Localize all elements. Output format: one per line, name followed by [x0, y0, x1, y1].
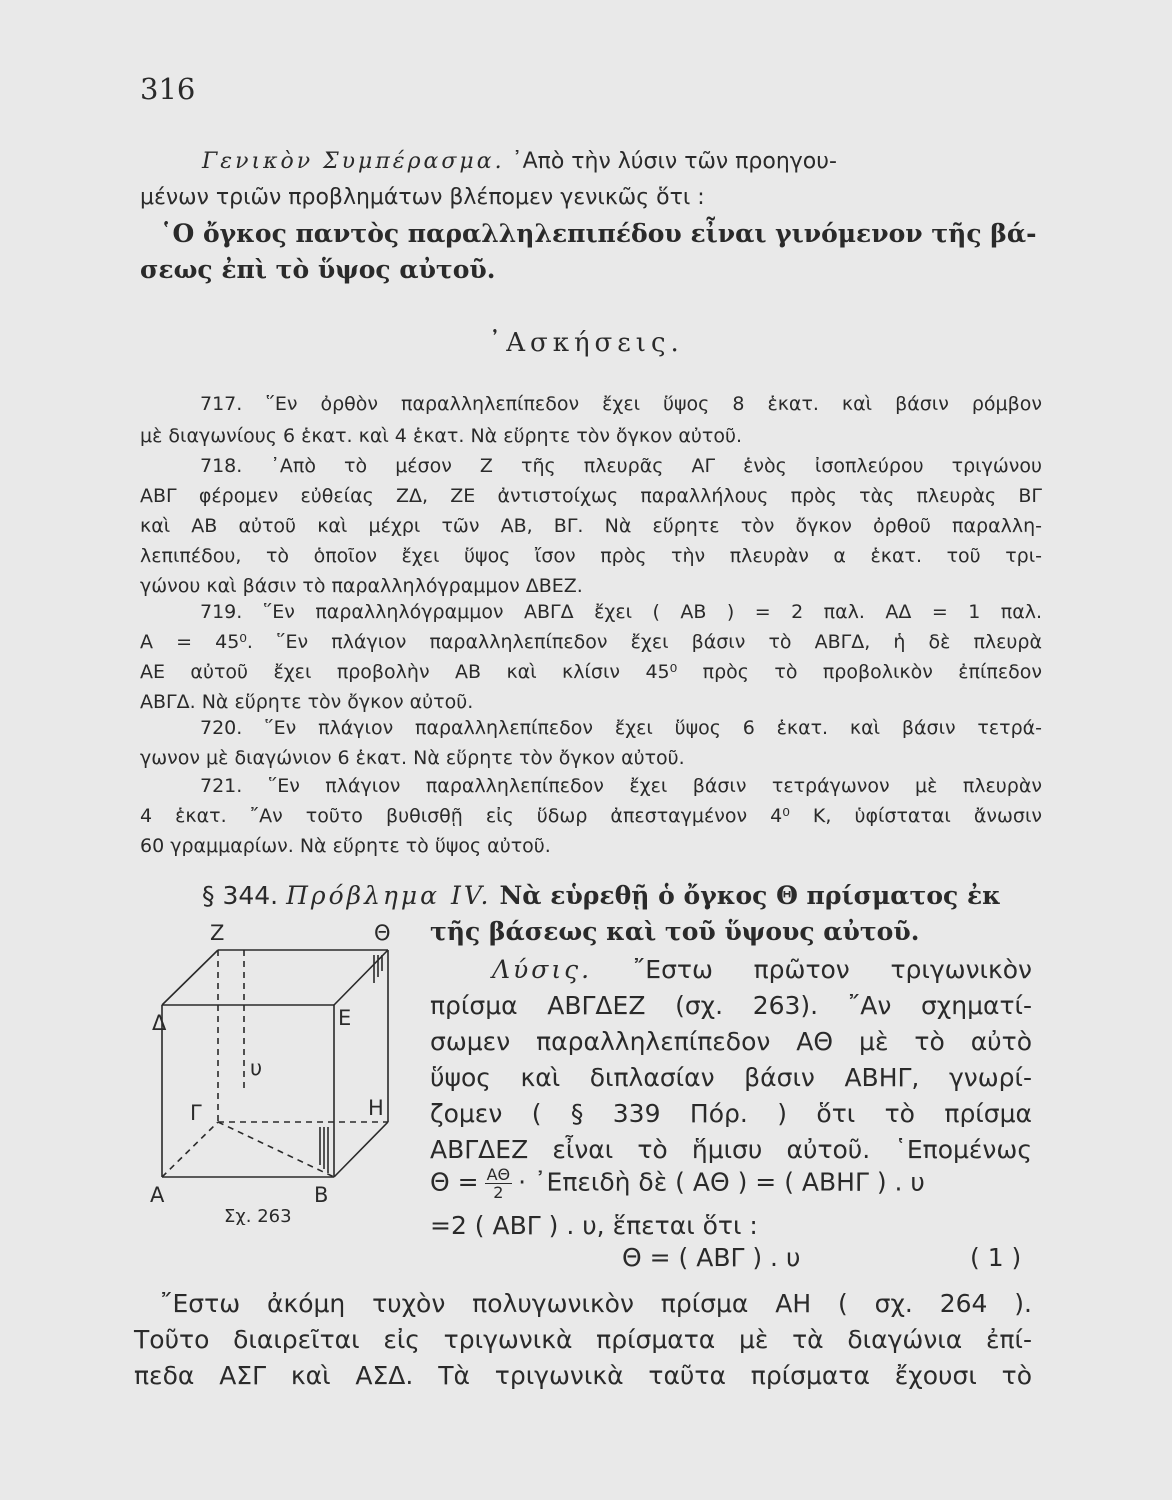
edge-delta-z [162, 950, 218, 1005]
figure-caption: Σχ. 263 [224, 1206, 292, 1225]
solution-line-2: πρίσμα ΑΒΓΔΕΖ (σχ. 263). ῎Αν σχηματί- [430, 991, 1032, 1020]
formula-lhs: Θ = [430, 1167, 479, 1197]
formula-line-2: =2 ( ΑΒΓ ) . υ, ἕπεται ὅτι : [430, 1211, 758, 1240]
fraction-numerator: ΑΘ [486, 1165, 511, 1184]
label-a: A [150, 1183, 165, 1207]
exercise-text: ᾿Απὸ τὸ μέσον Ζ τῆς πλευρᾶς ΑΓ ἑνὸς ἰσοπλεύρου τριγώνου [270, 455, 1043, 477]
solution-line-5: ζομεν ( § 339 Πόρ. ) ὅτι τὸ πρίσμα [430, 1099, 1032, 1128]
theorem-line-1: ῾Ο ὄγκος παντὸς παραλληλεπιπέδου εἶναι γινόμενον τῆς βά- [160, 219, 1037, 248]
problem-heading [202, 882, 1001, 910]
exercise-text: ῞Εν παραλληλόγραμμον ΑΒΓΔ ἔχει ( ΑΒ ) = 2 παλ. ΑΔ = 1 παλ. [262, 601, 1042, 623]
problem-statement-1: Νὰ εὑρεθῇ ὁ ὄγκος Θ πρίσματος ἐκ [499, 881, 1001, 910]
label-b: B [314, 1183, 329, 1207]
conclusion-heading: Γενικὸν Συμπέρασμα. [202, 149, 505, 174]
final-line-3: πεδα ΑΣΓ καὶ ΑΣΔ. Τὰ τριγωνικὰ ταῦτα πρίσματα ἔχουσι τὸ [134, 1361, 1032, 1390]
exercise-719-line-1 [140, 600, 1042, 624]
page-number: 316 [140, 72, 196, 106]
conclusion-line-2: μένων τριῶν προβλημάτων βλέπομεν γενικῶς ὅτι : [140, 185, 705, 210]
exercise-721-line-3: 60 γραμμαρίων. Νὰ εὕρητε τὸ ὕψος αὐτοῦ. [140, 835, 551, 857]
solution-line-6: ΑΒΓΔΕΖ εἶναι τὸ ἥμισυ αὐτοῦ. ῾Επομένως [430, 1135, 1032, 1164]
formula-line [430, 1166, 925, 1201]
solution-text: ῎Εστω πρῶτον τριγωνικὸν [632, 955, 1032, 984]
exercise-number: 720. [200, 717, 243, 739]
conclusion-line1-rest: ᾿Απὸ τὴν λύσιν τῶν προηγου- [511, 149, 837, 174]
solution-line-4: ὕψος καὶ διπλασίαν βάσιν ΑΒΗΓ, γνωρί- [430, 1063, 1032, 1092]
exercise-718-line-3: καὶ ΑΒ αὐτοῦ καὶ μέχρι τῶν ΑΒ, ΒΓ. Νὰ εὕρητε τὸν ὄγκον ὀρθοῦ παραλλη- [140, 515, 1042, 537]
exercise-721-line-2: 4 ἑκατ. ῎Αν τοῦτο βυθισθῇ εἰς ὕδωρ ἀπεσταγμένον 4⁰ Κ, ὑφίσταται ἄνωσιν [140, 805, 1042, 827]
exercise-718-line-2: ΑΒΓ φέρομεν εὐθείας ΖΔ, ΖΕ ἀντιστοίχως παραλλήλους πρὸς τὰς πλευρὰς ΒΓ [140, 485, 1042, 507]
final-line-1: ῎Εστω ἀκόμη τυχὸν πολυγωνικὸν πρίσμα ΑΗ ( σχ. 264 ). [160, 1289, 1032, 1318]
exercise-number: 718. [200, 455, 243, 477]
exercise-text: ῞Εν πλάγιον παραλληλεπίπεδον ἔχει ὕψος 6 ἑκατ. καὶ βάσιν τετρά- [264, 717, 1043, 739]
exercise-718-line-4: λεπιπέδου, τὸ ὁποῖον ἔχει ὕψος ἴσον πρὸς τὴν πλευρὰν α ἑκατ. τοῦ τρι- [140, 545, 1042, 567]
exercise-718-line-1 [140, 454, 1042, 478]
conclusion-line-1 [202, 148, 837, 176]
label-upsilon: υ [250, 1056, 263, 1080]
exercise-717-line-1 [140, 392, 1042, 416]
problem-label: Πρόβλημα IV. [286, 881, 492, 910]
edge-a-gamma [162, 1122, 218, 1177]
solution-label: Λύσις. [492, 955, 593, 984]
problem-statement-2: τῆς βάσεως καὶ τοῦ ὕψους αὐτοῦ. [430, 917, 920, 946]
label-h: H [368, 1096, 384, 1120]
final-line-2: Τοῦτο διαιρεῖται εἰς τριγωνικὰ πρίσματα μὲ τὰ διαγώνια ἐπί- [134, 1325, 1032, 1354]
exercise-719-line-4: ΑΒΓΔ. Νὰ εὕρητε τὸν ὄγκον αὐτοῦ. [140, 691, 474, 713]
label-gamma: Γ [190, 1101, 202, 1125]
label-e: E [338, 1006, 352, 1030]
diagonal-gamma-b [218, 1122, 334, 1177]
solution-line-3: σωμεν παραλληλεπίπεδον ΑΘ μὲ τὸ αὐτὸ [430, 1027, 1032, 1056]
exercise-720-line-2: γωνον μὲ διαγώνιον 6 ἑκατ. Νὰ εὕρητε τὸν ὄγκον αὐτοῦ. [140, 747, 685, 769]
exercise-721-line-1 [140, 774, 1042, 798]
exercise-text: ῞Εν ὀρθὸν παραλληλεπίπεδον ἔχει ὕψος 8 ἑκατ. καὶ βάσιν ρόμβον [265, 393, 1042, 415]
exercise-718-line-5: γώνου καὶ βάσιν τὸ παραλληλόγραμμον ΔΒΕΖ. [140, 575, 583, 597]
section-number: § 344. [202, 881, 279, 910]
exercise-717-line-2: μὲ διαγωνίους 6 ἑκατ. καὶ 4 ἑκατ. Νὰ εὕρητε τὸν ὄγκον αὐτοῦ. [140, 425, 743, 447]
solution-line-1 [492, 956, 1032, 984]
exercise-text: ῞Εν πλάγιον παραλληλεπίπεδον ἔχει βάσιν τετράγωνον μὲ πλευρὰν [267, 775, 1042, 797]
label-z: Z [210, 921, 225, 945]
edge-b-h [334, 1122, 388, 1177]
equation-number: ( 1 ) [970, 1243, 1022, 1272]
exercise-number: 719. [200, 601, 243, 623]
label-theta: Θ [374, 921, 391, 945]
exercise-720-line-1 [140, 716, 1042, 740]
formula-rest: · ᾿Επειδὴ δὲ ( ΑΘ ) = ( ΑΒΗΓ ) . υ [518, 1167, 925, 1197]
exercise-719-line-3: ΑΕ αὐτοῦ ἔχει προβολὴν ΑΒ καὶ κλίσιν 45⁰ πρὸς τὸ προβολικὸν ἐπίπεδον [140, 661, 1042, 683]
edge-e-theta [334, 950, 388, 1005]
exercise-number: 717. [200, 393, 243, 415]
theorem-line-2: σεως ἐπὶ τὸ ὕψος αὐτοῦ. [140, 255, 496, 284]
prism-figure-263 [138, 915, 408, 1225]
exercise-719-line-2: Α = 45⁰. ῞Εν πλάγιον παραλληλεπίπεδον ἔχει βάσιν τὸ ΑΒΓΔ, ἡ δὲ πλευρὰ [140, 631, 1042, 653]
equation-1: Θ = ( ΑΒΓ ) . υ [622, 1243, 801, 1272]
fraction [485, 1166, 513, 1201]
exercise-number: 721. [200, 775, 243, 797]
fraction-denominator: 2 [493, 1183, 504, 1202]
label-delta: Δ [152, 1011, 167, 1035]
exercises-title: ᾿Ασκήσεις. [488, 328, 684, 358]
